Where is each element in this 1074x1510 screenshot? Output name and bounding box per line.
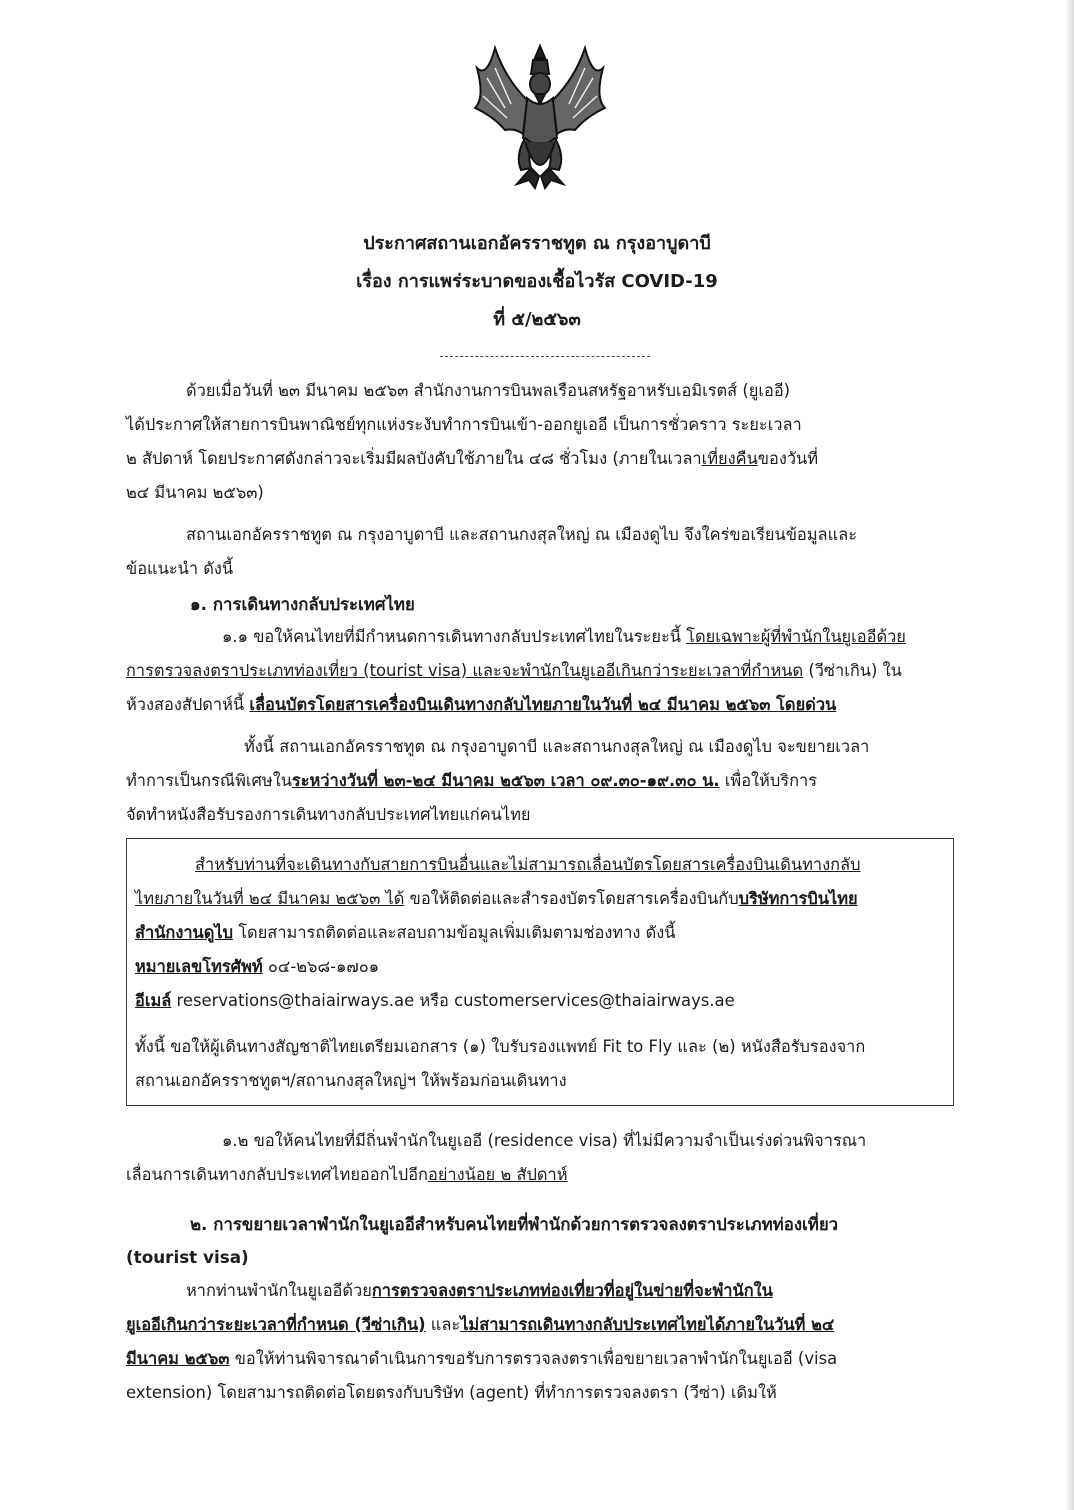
announcement-title: ประกาศสถานเอกอัครราชทูต ณ กรุงอาบูดาบี [363,233,711,254]
item-1-2-line-1: ๑.๒ ขอให้คนไทยที่มีถิ่นพำนักในยูเออี (residence visa) ที่ไม่มีความจำเป็นเร่งด่วนพิจารณา [222,1131,867,1150]
notice-line-2: ข้อแนะนำ ดังนี้ [126,559,234,578]
email-reservations: reservations@thaiairways.ae [171,991,415,1010]
phone-label: หมายเลขโทรศัพท์ [135,957,263,976]
extended-hours-paragraph [126,730,956,832]
intro-line-4: ๒๔ มีนาคม ๒๕๖๓) [126,483,264,502]
email-line: อีเมล์ reservations@thaiairways.ae หรือ customerservices@thaiairways.ae [135,991,735,1010]
page-edge-shadow [1064,0,1074,1510]
section-2-paragraph [126,1274,956,1410]
intro-line-2: ได้ประกาศให้สายการบินพาณิชย์ทุกแห่งระงับทำการบินเข้า-ออกยูเออี เป็นการชั่วคราว ระยะเวลา [126,415,802,434]
section-2-heading: ๒. การขยายเวลาพำนักในยูเออีสำหรับคนไทยที่พำนักด้วยการตรวจลงตราประเภทท่องเที่ยว [190,1214,839,1234]
email-customer-services: customerservices@thaiairways.ae [454,991,735,1010]
phone-line [135,950,955,984]
section-2-line-1: หากท่านพำนักในยูเออีด้วยการตรวจลงตราประเภทท่องเที่ยวที่อยู่ในข่ายที่จะพำนักใน [186,1281,773,1300]
airline-contact-text [135,848,955,1018]
email-label: อีเมล์ [135,991,172,1010]
box-line-1: สำหรับท่านที่จะเดินทางกับสายการบินอื่นและไม่สามารถเลื่อนบัตรโดยสารเครื่องบินเดินทางกลับ [195,855,861,874]
required-documents-text [135,1030,955,1098]
item-1-2-paragraph [126,1124,956,1192]
intro-line-3: ๒ สัปดาห์ โดยประกาศดังกล่าวจะเริ่มมีผลบังคับใช้ภายใน ๔๘ ชั่วโมง (ภายในเวลาเที่ยงคืนของวันที่ [126,449,819,468]
box-line-3: สำนักงานดูไบ โดยสามารถติดต่อและสอบถามข้อมูลเพิ่มเติมตามช่องทาง ดังนี้ [135,923,676,942]
announcement-number: ที่ ๕/๒๕๖๓ [493,309,581,330]
section-2-heading-cont: (tourist visa) [126,1247,249,1267]
section-1-heading: ๑. การเดินทางกลับประเทศไทย [190,594,415,614]
title-divider [440,356,650,357]
extended-hours-line-2: ทำการเป็นกรณีพิเศษในระหว่างวันที่ ๒๓-๒๔ มีนาคม ๒๕๖๓ เวลา ๐๙.๓๐-๑๙.๓๐ น. เพื่อให้บริการ [126,771,818,790]
box-line-2: ไทยภายในวันที่ ๒๔ มีนาคม ๒๕๖๓ ได้ ขอให้ติดต่อและสำรองบัตรโดยสารเครื่องบินกับบริษัทการบินไทย [135,889,858,908]
item-1-1-line-2: การตรวจลงตราประเภทท่องเที่ยว (tourist visa) และจะพำนักในยูเออีเกินกว่าระยะเวลาที่กำหนด (วีซ่าเกิน) ใน [126,661,902,680]
section-2-line-2: ยูเออีเกินกว่าระยะเวลาที่กำหนด (วีซ่าเกิน) และไม่สามารถเดินทางกลับประเทศไทยได้ภายในวันที่ ๒๔ [126,1315,835,1334]
announcement-subject: เรื่อง การแพร่ระบาดของเชื้อไวรัส COVID-19 [356,271,718,292]
item-1-1-line-1: ๑.๑ ขอให้คนไทยที่มีกำหนดการเดินทางกลับประเทศไทยในระยะนี้ โดยเฉพาะผู้ที่พำนักในยูเออีด้วย [222,627,906,646]
extended-hours-line-1: ทั้งนี้ สถานเอกอัครราชทูต ณ กรุงอาบูดาบี และสถานกงสุลใหญ่ ณ เมืองดูไบ จะขยายเวลา [244,737,870,756]
documents-line-2: สถานเอกอัครราชทูตฯ/สถานกงสุลใหญ่ฯ ให้พร้อมก่อนเดินทาง [135,1071,567,1090]
section-2-line-3: มีนาคม ๒๕๖๓ ขอให้ท่านพิจารณาดำเนินการขอรับการตรวจลงตราเพื่อขยายเวลาพำนักในยูเออี (visa [126,1349,838,1368]
notice-line-1: สถานเอกอัครราชทูต ณ กรุงอาบูดาบี และสถานกงสุลใหญ่ ณ เมืองดูไบ จึงใคร่ขอเรียนข้อมูลและ [186,525,857,544]
item-1-2-line-2: เลื่อนการเดินทางกลับประเทศไทยออกไปอีกอย่างน้อย ๒ สัปดาห์ [126,1165,568,1184]
intro-line-1: ด้วยเมื่อวันที่ ๒๓ มีนาคม ๒๕๖๓ สำนักงานการบินพลเรือนสหรัฐอาหรับเอมิเรตส์ (ยูเออี) [186,381,791,400]
extended-hours-line-3: จัดทำหนังสือรับรองการเดินทางกลับประเทศไทยแก่คนไทย [126,805,531,824]
intro-paragraph [126,374,956,510]
garuda-emblem-icon [465,38,615,193]
item-1-1-line-3: ห้วงสองสัปดาห์นี้ เลื่อนบัตรโดยสารเครื่องบินเดินทางกลับไทยภายในวันที่ ๒๔ มีนาคม ๒๕๖๓ โดยด่วน [126,695,837,714]
item-1-1-paragraph [126,620,956,722]
phone-number: ๐๔-๒๖๘-๑๗๐๑ [262,957,380,976]
section-2-line-4: extension) โดยสามารถติดต่อโดยตรงกับบริษัท (agent) ที่ทำการตรวจลงตรา (วีซ่า) เดิมให้ [126,1383,777,1402]
notice-paragraph [126,518,956,586]
documents-line-1: ทั้งนี้ ขอให้ผู้เดินทางสัญชาติไทยเตรียมเอกสาร (๑) ใบรับรองแพทย์ Fit to Fly และ (๒) หนังสือรับรองจาก [135,1037,866,1056]
